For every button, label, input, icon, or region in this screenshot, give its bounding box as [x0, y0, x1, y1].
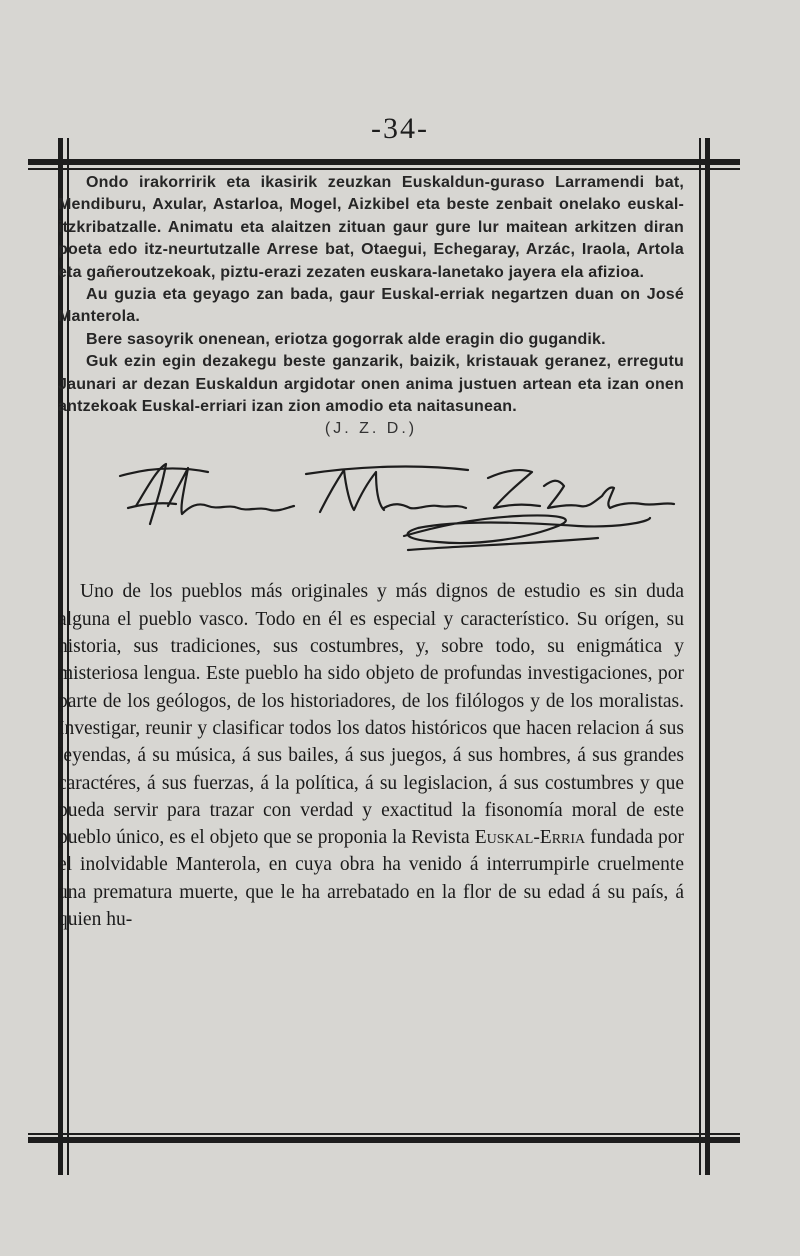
page-content [58, 172, 684, 933]
handwritten-signature [58, 446, 684, 566]
basque-paragraph: Au guzia eta geyago zan bada, gaur Euskal-erriak negartzen duan on José Manterola. [58, 286, 684, 326]
basque-paragraph: Bere sasoyrik onenean, eriotza gogorrak alde eragin dio gugandik. [86, 330, 606, 348]
bottom-thick-rule [28, 1137, 740, 1143]
basque-paragraph: Guk ezin egin dezakegu beste ganzarik, baizik, kristauak geranez, erregutu Jaunari ar dezan Euskaldun argidotar onen anima justuen artean eta izan onen antzekoak Euskal-erriari izan zion amodio eta naitasunean. [58, 353, 684, 416]
page-number: -34- [371, 112, 429, 145]
spanish-paragraph [58, 578, 684, 933]
right-thick-rule [705, 138, 710, 1175]
spanish-text-part-1: Uno de los pueblos más originales y más dignos de estudio es sin duda alguna el pueblo vasco. Todo en él es especial y característico. Su orígen, su historia, sus tradiciones, sus costumbres, y, sobre todo, su enigmática y misteriosa lengua. Este pueblo ha sido objeto de profundas investigaciones, por parte de los geólogos, de los historiadores, de los filólogos y de los moralistas. Investigar, reunir y clasificar todos los datos históricos que hacen relacion á sus leyendas, á su música, á sus bailes, á sus juegos, á sus hombres, á sus grandes caractéres, á sus fuerzas, á la política, á su legislacion, á sus costumbres y que pueda servir para trazar con verdad y exactitud la fisonomía moral de este pueblo único, es el objeto que se proponia la Revista [58, 581, 684, 849]
right-thin-rule [699, 138, 701, 1175]
top-thin-rule [28, 168, 740, 170]
bottom-thin-rule [28, 1133, 740, 1135]
spanish-text-part-2: fundada por el inolvidable Manterola, en cuya obra ha venido á interrumpirle cruelmente una prematura muerte, que le ha arrebatado en la flor de su edad á su país, á quien hu- [58, 827, 684, 931]
journal-name: Euskal-Erria [474, 827, 586, 849]
signature-drawing [58, 446, 684, 566]
basque-paragraph: Ondo irakorririk eta ikasirik zeuzkan Euskaldun-guraso Larramendi bat, Mendiburu, Axular, Astarloa, Mogel, Aizkibel eta beste zenbait onelako euskal-itzkribatzalle. Animatu eta alaitzen zituan gaur gure lur maitean arkitzen diran poeta edo itz-neurtutzalle Arrese bat, Otaegui, Echegaray, Arzác, Iraola, Artola eta gañeroutzekoak, piztu-erazi zezaten euskara-lanetako jayera ela afizioa. [58, 174, 684, 281]
author-initials: (J. Z. D.) [324, 420, 418, 438]
top-thick-rule [28, 159, 740, 165]
